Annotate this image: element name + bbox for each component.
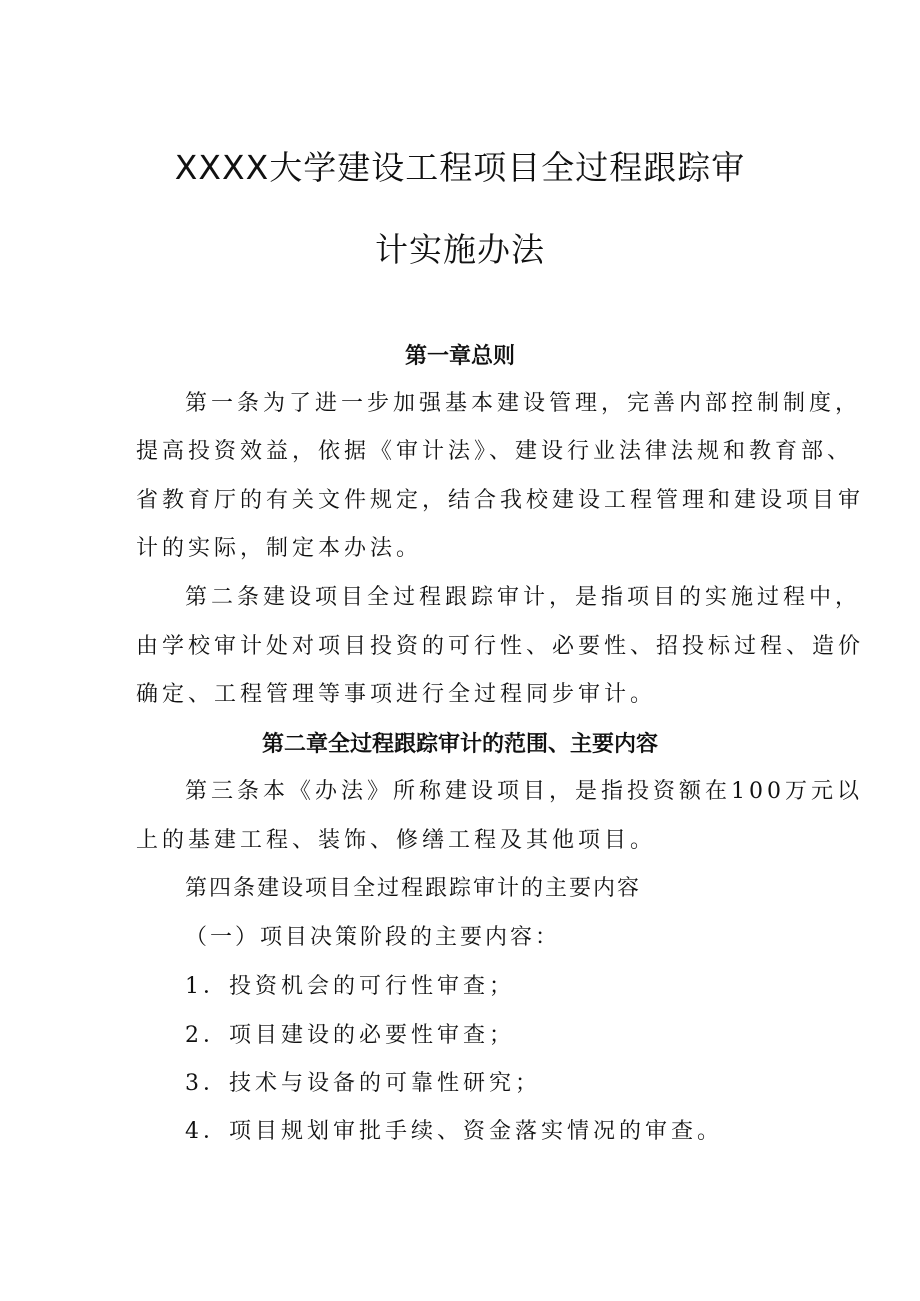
list-item: 2．项目建设的必要性审查； bbox=[185, 1023, 515, 1048]
list-item: 4．项目规划审批手续、资金落实情况的审查。 bbox=[185, 1119, 723, 1144]
article-2-line-1: 第二条建设项目全过程跟踪审计，是指项目的实施过程中， bbox=[185, 585, 862, 610]
section-1-heading: （一）项目决策阶段的主要内容： bbox=[185, 925, 561, 950]
article-3-line-2: 上的基建工程、装饰、修缮工程及其他项目。 bbox=[136, 828, 657, 853]
article-2-line-2: 由学校审计处对项目投资的可行性、必要性、招投标过程、造价 bbox=[136, 634, 865, 659]
document-title-line-2: 计实施办法 bbox=[375, 230, 545, 269]
article-1-line-4: 计的实际，制定本办法。 bbox=[136, 536, 423, 561]
chapter-1-heading: 第一章总则 bbox=[404, 344, 515, 369]
document-title-line-1: XXXX大学建设工程项目全过程跟踪审 bbox=[174, 148, 746, 187]
list-item: 1．投资机会的可行性审查； bbox=[185, 974, 515, 999]
article-3-line-1: 第三条本《办法》所称建设项目，是指投资额在100万元以 bbox=[185, 779, 863, 804]
article-1-line-3: 省教育厅的有关文件规定，结合我校建设工程管理和建设项目审 bbox=[136, 488, 865, 513]
chapter-2-heading: 第二章全过程跟踪审计的范围、主要内容 bbox=[261, 732, 658, 757]
article-2-line-3: 确定、工程管理等事项进行全过程同步审计。 bbox=[136, 682, 657, 707]
article-1-line-1: 第一条为了进一步加强基本建设管理，完善内部控制制度， bbox=[185, 391, 862, 416]
list-item: 3．技术与设备的可靠性研究； bbox=[185, 1071, 541, 1096]
article-4-heading: 第四条建设项目全过程跟踪审计的主要内容 bbox=[185, 876, 642, 901]
article-1-line-2: 提高投资效益，依据《审计法》、建设行业法律法规和教育部、 bbox=[136, 439, 854, 464]
